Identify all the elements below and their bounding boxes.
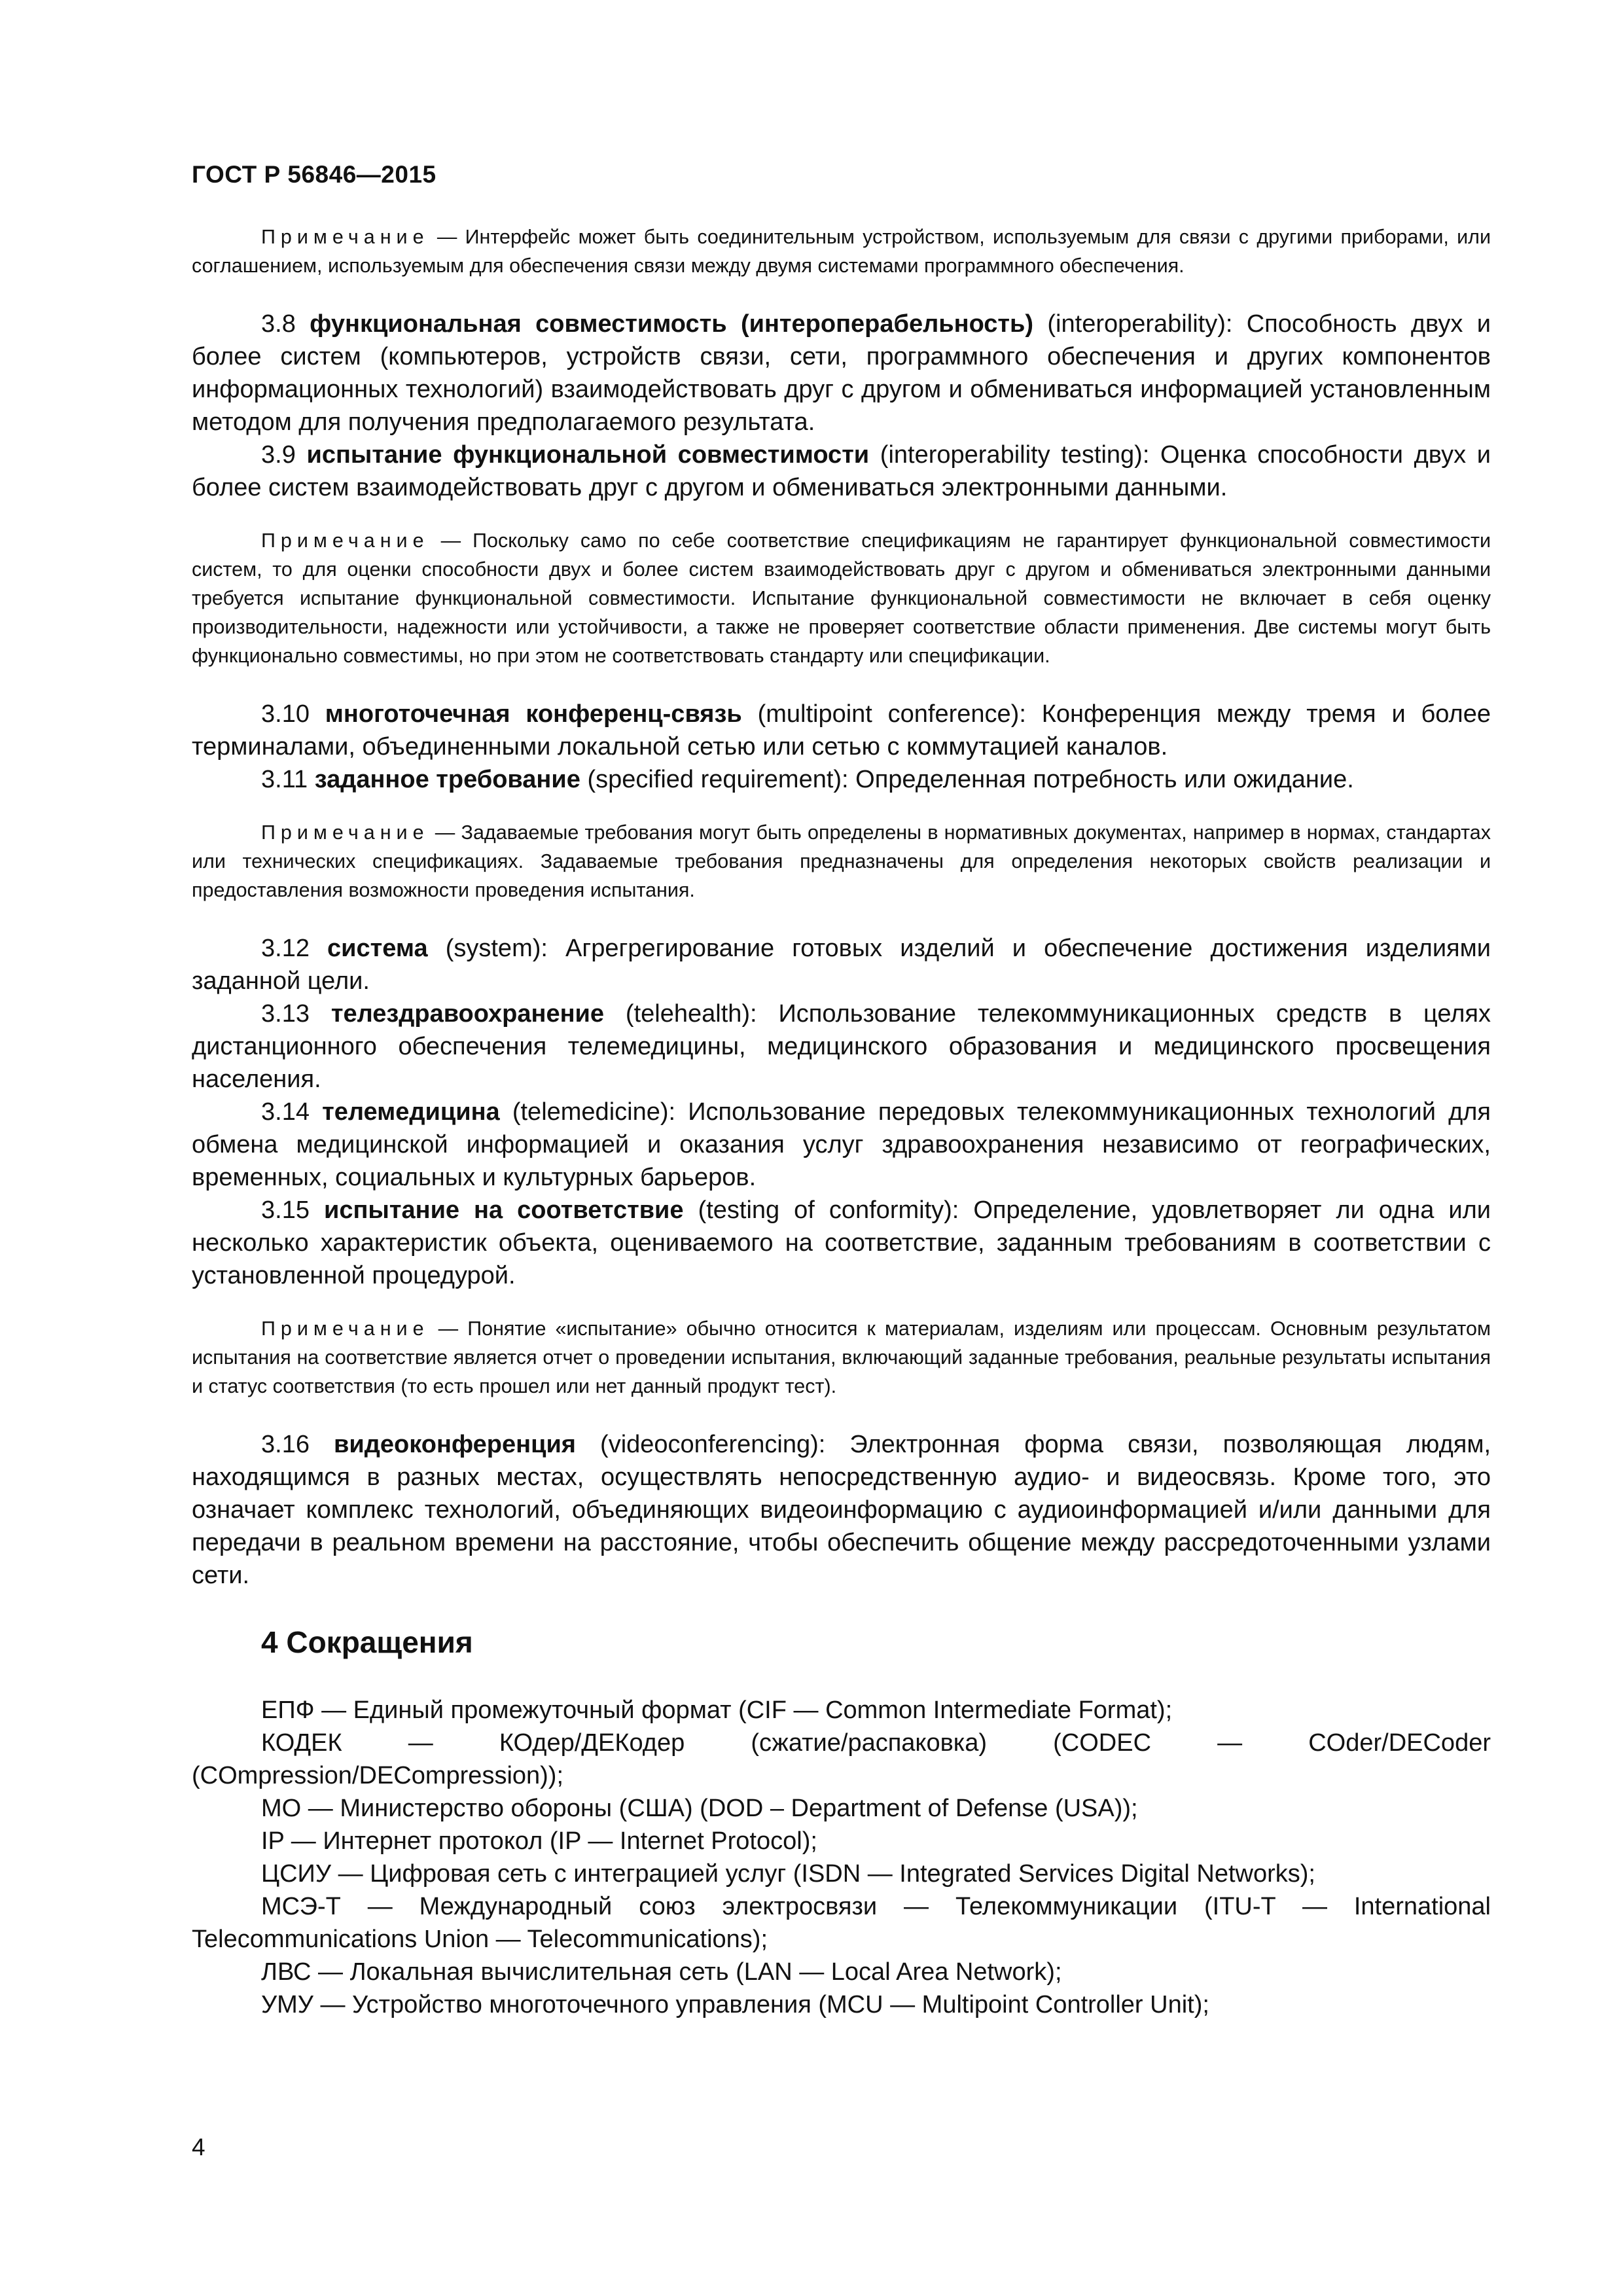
- term-name: испытание на соответствие: [323, 1196, 684, 1224]
- term-name: телездравоохранение: [330, 1000, 605, 1028]
- note-label: Примечание: [261, 821, 429, 844]
- term-number: 3.9: [261, 441, 296, 469]
- term-name: заданное требование: [314, 766, 580, 793]
- term-number: 3.12: [261, 935, 310, 962]
- term-3-10: [192, 698, 1491, 763]
- term-name: функциональная совместимость (интероперабельность): [310, 310, 1034, 338]
- abbreviation-item: МСЭ-Т — Международный союз электросвязи — Телекоммуникации (ITU-T — International Telecommunications Union — Telecommunications);: [192, 1893, 1491, 1953]
- section-heading-abbreviations: 4 Сокращения: [261, 1625, 473, 1659]
- term-3-13: [192, 997, 1491, 1096]
- abbreviation-item: ЦСИУ — Цифровая сеть с интеграцией услуг (ISDN — Integrated Services Digital Networks);: [261, 1860, 1315, 1888]
- term-definition: (telehealth): Использование телекоммуникационных средств в целях дистанционного обеспечения телемедицины, медицинского образования и медицинского просвещения населения.: [192, 1000, 1491, 1093]
- term-3-15: [192, 1194, 1491, 1292]
- term-number: 3.15: [261, 1196, 310, 1224]
- abbreviation-item: КОДЕК — КОдер/ДЕКодер (сжатие/распаковка) (CODEC — COder/DECoder (COmpression/DECompression));: [192, 1729, 1491, 1789]
- note-text: — Задаваемые требования могут быть определены в нормативных документах, например в нормах, стандартах или технических спецификациях. Задаваемые требования предназначены для определения некоторых свойств реализации и предоставления возможности проведения испытания.: [192, 821, 1491, 901]
- term-definition: (telemedicine): Использование передовых телекоммуникационных технологий для обмена медицинской информацией и оказания услуг здравоохранения независимо от географических, временных, социальных и культурных барьеров.: [192, 1098, 1491, 1191]
- note-interoperability: [192, 526, 1491, 670]
- term-number: 3.10: [261, 700, 310, 728]
- term-definition: (testing of conformity): Определение, удовлетворяет ли одна или несколько характеристик объекта, оцениваемого на соответствие, заданным требованиям в соответствии с установленной процедурой.: [192, 1196, 1491, 1289]
- abbreviation-item: ЛВС — Локальная вычислительная сеть (LAN — Local Area Network);: [261, 1958, 1062, 1986]
- note-interface: [192, 223, 1491, 280]
- term-name: телемедицина: [322, 1098, 500, 1126]
- abbreviation-item: ЕПФ — Единый промежуточный формат (CIF — Common Intermediate Format);: [261, 1696, 1173, 1724]
- term-number: 3.11: [261, 766, 308, 793]
- term-3-16: [192, 1428, 1491, 1592]
- term-number: 3.8: [261, 310, 296, 338]
- term-definition: (interoperability): Способность двух и более систем (компьютеров, устройств связи, сети, программного обеспечения и других компонентов информационных технологий) взаимодействовать друг с другом и обмениваться информацией установленным методом для получения предполагаемого результата.: [192, 310, 1491, 436]
- document-body: [192, 223, 1491, 2021]
- term-definition: (specified requirement): Определенная потребность или ожидание.: [587, 766, 1354, 793]
- term-number: 3.14: [261, 1098, 310, 1126]
- term-3-8: [192, 308, 1491, 439]
- term-3-9: [192, 439, 1491, 504]
- note-text: — Понятие «испытание» обычно относится к материалам, изделиям или процессам. Основным результатом испытания на соответствие является отчет о проведении испытания, включающий заданные требования, реальные результаты испытания и статус соответствия (то есть прошел или нет данный продукт тест).: [192, 1318, 1491, 1397]
- note-label: Примечание: [261, 226, 429, 248]
- note-requirements: [192, 818, 1491, 905]
- note-testing: [192, 1314, 1491, 1401]
- note-text: — Интерфейс может быть соединительным устройством, используемым для связи с другими приборами, или соглашением, используемым для обеспечения связи между двумя системами программного обеспечения.: [192, 226, 1491, 277]
- abbreviation-item: УМУ — Устройство многоточечного управления (MCU — Multipoint Controller Unit);: [261, 1991, 1209, 2018]
- term-definition: (system): Агрегрегирование готовых изделий и обеспечение достижения изделиями заданной цели.: [192, 935, 1491, 995]
- term-name: многоточечная конференц-связь: [325, 700, 742, 728]
- abbreviation-item: IP — Интернет протокол (IP — Internet Protocol);: [261, 1827, 817, 1855]
- note-label: Примечание: [261, 529, 429, 552]
- note-label: Примечание: [261, 1318, 429, 1340]
- term-definition: (multipoint conference): Конференция между тремя и более терминалами, объединенными локальной сетью или сетью с коммутацией каналов.: [192, 700, 1491, 761]
- term-3-11: [192, 763, 1491, 796]
- term-definition: (videoconferencing): Электронная форма связи, позволяющая людям, находящимся в разных местах, осуществлять непосредственную аудио- и видеосвязь. Кроме того, это означает комплекс технологий, объединяющих видеоинформацию с аудиоинформацией и/или данными для передачи в реальном времени на расстояние, чтобы обеспечить общение между рассредоточенными узлами сети.: [192, 1431, 1491, 1589]
- abbreviation-item: МО — Министерство обороны (США) (DOD – Department of Defense (USA));: [261, 1795, 1138, 1822]
- term-number: 3.13: [261, 1000, 310, 1028]
- document-header: ГОСТ Р 56846—2015: [192, 161, 437, 188]
- term-number: 3.16: [261, 1431, 310, 1458]
- term-3-12: [192, 932, 1491, 997]
- term-definition: (interoperability testing): Оценка способности двух и более систем взаимодействовать друг с другом и обмениваться электронными данными.: [192, 441, 1491, 501]
- term-3-14: [192, 1096, 1491, 1194]
- term-name: видеоконференция: [334, 1431, 576, 1458]
- term-name: система: [327, 935, 428, 962]
- term-name: испытание функциональной совместимости: [306, 441, 870, 469]
- note-text: — Поскольку само по себе соответствие спецификациям не гарантирует функциональной совместимости систем, то для оценки способности двух и более систем взаимодействовать друг с другом и обмениваться электронными данными требуется испытание функциональной совместимости. Испытание функциональной совместимости не включает в себя оценку производительности, надежности или устойчивости, а также не проверяет соответствие области применения. Две системы могут быть функционально совместимы, но при этом не соответствовать стандарту или спецификации.: [192, 529, 1491, 667]
- page-number: 4: [192, 2134, 205, 2161]
